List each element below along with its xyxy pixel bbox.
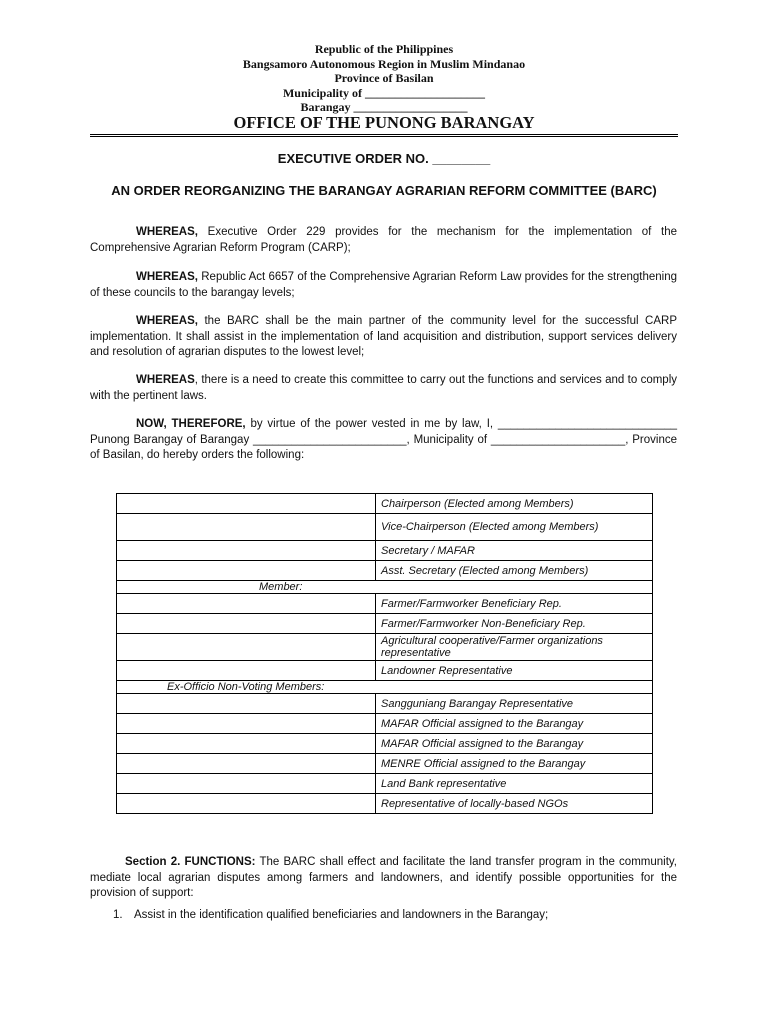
exofficio-label: Ex-Officio Non-Voting Members:	[117, 681, 653, 694]
name-cell[interactable]	[117, 494, 376, 514]
table-row	[117, 754, 653, 774]
punong-barangay-name-blank[interactable]: ____________________________	[497, 418, 678, 430]
role-cell: Farmer/Farmworker Beneficiary Rep.	[376, 594, 653, 614]
role-cell: Representative of locally-based NGOs	[376, 794, 653, 814]
role-cell: Landowner Representative	[376, 661, 653, 681]
table-row	[117, 634, 653, 661]
name-cell[interactable]	[117, 794, 376, 814]
name-cell[interactable]	[117, 541, 376, 561]
name-cell[interactable]	[117, 661, 376, 681]
name-cell[interactable]	[117, 561, 376, 581]
executive-order-number: EXECUTIVE ORDER NO. ________	[277, 151, 491, 166]
table-row	[117, 774, 653, 794]
list-text: Assist in the identification qualified beneficiaries and landowners in the Barangay;	[134, 909, 549, 921]
whereas-lead: WHEREAS	[136, 374, 195, 386]
office-title: OFFICE OF THE PUNONG BARANGAY	[90, 113, 678, 137]
section-2-text: The BARC shall effect and facilitate the land transfer program in the community, mediate local agrarian disputes among farmers and landowners, and identify possible opportunities for the provision of support:	[90, 856, 678, 899]
section-2-heading: Section 2. FUNCTIONS:	[125, 856, 256, 868]
whereas-lead: WHEREAS,	[136, 315, 198, 327]
whereas-paragraph-2	[90, 270, 677, 301]
table-row	[117, 514, 653, 541]
exofficio-section-row	[117, 681, 653, 694]
now-therefore-text-1: by virtue of the power vested in me by law, I,	[245, 418, 498, 430]
member-section-row	[117, 581, 653, 594]
whereas-lead: WHEREAS,	[136, 226, 198, 238]
header-republic: Republic of the Philippines	[314, 42, 454, 56]
table-row	[117, 661, 653, 681]
whereas-paragraph-1	[90, 225, 677, 256]
table-row	[117, 794, 653, 814]
role-cell: MAFAR Official assigned to the Barangay	[376, 734, 653, 754]
role-cell: MENRE Official assigned to the Barangay	[376, 754, 653, 774]
now-therefore-lead: NOW, THEREFORE,	[136, 418, 246, 430]
role-cell: Land Bank representative	[376, 774, 653, 794]
whereas-text: the BARC shall be the main partner of the community level for the successful CARP implementation. It shall assist in the implementation of land acquisition and distribution, support services delivery and resolution of agrarian disputes to the lowest level;	[90, 315, 677, 358]
whereas-text: Executive Order 229 provides for the mechanism for the implementation of the Comprehensive Agrarian Reform Program (CARP);	[90, 226, 677, 254]
whereas-text: , there is a need to create this committee to carry out the functions and services and to comply with the pertinent laws.	[90, 374, 677, 402]
role-cell: Chairperson (Elected among Members)	[376, 494, 653, 514]
role-cell: Secretary / MAFAR	[376, 541, 653, 561]
header-region: Bangsamoro Autonomous Region in Muslim Mindanao	[242, 56, 526, 71]
table-row	[117, 714, 653, 734]
name-cell[interactable]	[117, 734, 376, 754]
now-therefore-text-2: Punong Barangay of Barangay	[90, 433, 254, 446]
role-cell: Asst. Secretary (Elected among Members)	[376, 561, 653, 581]
name-cell[interactable]	[117, 754, 376, 774]
header-province: Province of Basilan	[334, 71, 434, 85]
table-row	[117, 561, 653, 581]
municipality-name-blank[interactable]: _____________________	[490, 433, 626, 446]
table-row	[117, 614, 653, 634]
now-therefore-text-4: , Province of Basilan, do hereby orders the following:	[90, 433, 678, 461]
list-number: 1.	[113, 909, 123, 921]
section-2-functions	[90, 855, 677, 902]
table-row	[117, 594, 653, 614]
table-row	[117, 541, 653, 561]
whereas-paragraph-4	[90, 373, 677, 404]
role-cell: MAFAR Official assigned to the Barangay	[376, 714, 653, 734]
whereas-text: Republic Act 6657 of the Comprehensive Agrarian Reform Law provides for the strengthening of these councils to the barangay levels;	[90, 271, 677, 299]
name-cell[interactable]	[117, 594, 376, 614]
role-cell: Agricultural cooperative/Farmer organizations representative	[376, 634, 653, 661]
barangay-name-blank[interactable]: ________________________	[253, 433, 407, 446]
order-title: AN ORDER REORGANIZING THE BARANGAY AGRARIAN REFORM COMMITTEE (BARC)	[111, 183, 657, 198]
table-row	[117, 734, 653, 754]
name-cell[interactable]	[117, 774, 376, 794]
name-cell[interactable]	[117, 694, 376, 714]
name-cell[interactable]	[117, 514, 376, 541]
barc-composition-table	[116, 493, 653, 814]
name-cell[interactable]	[117, 614, 376, 634]
member-label: Member:	[117, 581, 653, 594]
now-therefore-paragraph	[90, 417, 677, 464]
header-barangay: Barangay ___________________	[300, 100, 468, 114]
document-header	[0, 42, 768, 115]
whereas-paragraph-3	[90, 314, 677, 361]
role-cell: Farmer/Farmworker Non-Beneficiary Rep.	[376, 614, 653, 634]
whereas-lead: WHEREAS,	[136, 271, 198, 283]
table-row	[117, 494, 653, 514]
list-item	[113, 908, 673, 923]
name-cell[interactable]	[117, 714, 376, 734]
table-row	[117, 694, 653, 714]
role-cell: Vice-Chairperson (Elected among Members)	[376, 514, 653, 541]
role-cell: Sangguniang Barangay Representative	[376, 694, 653, 714]
name-cell[interactable]	[117, 634, 376, 661]
header-municipality: Municipality of ____________________	[282, 85, 485, 100]
now-therefore-text-3: , Municipality of	[406, 433, 491, 446]
